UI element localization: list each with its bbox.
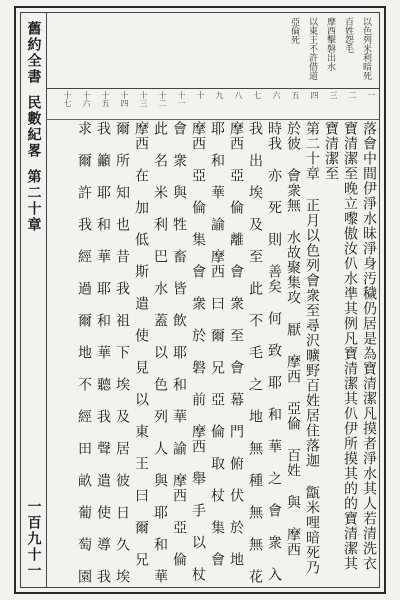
text-column: 此 名 米 利 巴 水 蓋 以 色 列 人 與 耶 和 華 (152, 121, 168, 584)
text-column: 求 爾 許 我 經 過 爾 地 不 經 田 畝 葡 萄 園 (76, 121, 92, 584)
text-column: 摩西 亞 倫 離 會 衆 至 會 幕 門 俯 伏 於 地 (228, 121, 244, 567)
text-column: 寶清潔至 (323, 121, 339, 181)
book-name: 民數紀畧 (25, 95, 42, 159)
verse-number: 十三 (139, 91, 148, 107)
verse-number: 六 (272, 91, 281, 99)
verse-number: 八 (234, 91, 243, 99)
text-column: 於彼 會衆無 水故聚集攻 厭 摩西 亞倫 百姓 與 摩西 (285, 121, 301, 557)
text-column: 落會中間伊淨水昧淨身汚穢仍居是為寶清潔凡摸者淨水其人若清洗衣 (361, 121, 377, 571)
page-inner (20, 12, 380, 588)
text-column: 寶清潔至晚立嚟傲汝仈水凖其例凡寶清潔其仈伊所摸其的的寶清潔其 (342, 121, 358, 571)
page-number: 一百九十一 (25, 499, 42, 579)
verse-number: 十七 (63, 91, 72, 107)
text-column: 我 出 埃 及 至 此 不 毛 之 地 無 種 無 無 花 (247, 121, 263, 584)
header-note: 以東王不許借道 (307, 17, 317, 80)
header-note: 摩西擊磐出水 (325, 17, 335, 71)
verse-number: 十四 (120, 91, 129, 107)
verse-number: 十五 (101, 91, 110, 107)
text-column: 我 籲 耶 和 華 耶 和 華 聽 我 聲 遣 使 導 我 (95, 121, 111, 584)
text-column: 耶 和 華 諭 摩西 曰 爾 兄 亞 倫 取 杖 集 會 (209, 121, 225, 567)
text-column: 摩西 亞 倫 集 會 衆 於 磐 前 摩西 舉 手 以 杖 (190, 121, 206, 582)
text-column: 會 衆 與 牲 畜 皆 飲 耶 和 華 諭 摩西 亞 倫 (171, 121, 187, 567)
verse-number: 十二 (158, 91, 167, 107)
header-note: 百姓怨毛 (343, 17, 353, 53)
verse-number-row (47, 89, 379, 120)
verse-number: 三 (329, 91, 338, 99)
verse-number: 一 (367, 91, 376, 99)
verse-number: 四 (310, 91, 319, 99)
text-column: 時我 亦 死 則 善矣 何 致 耶 和 華 之 會 衆 入 (266, 121, 282, 582)
page-margin-strip (21, 13, 47, 587)
header-notes (47, 13, 379, 89)
text-column: 爾 所 知 也 昔 我 祖 下 埃 及 居 彼 日 久 埃 (114, 121, 130, 584)
text-column: 第二十章 正月以色列會衆至尋沢曠野百姓居住落迦 㽆米哩暗死乃 (304, 121, 320, 575)
chapter-label: 第二十章 (25, 169, 42, 233)
verse-number: 二 (348, 91, 357, 99)
verse-number: 九 (215, 91, 224, 99)
verse-number: 十一 (177, 91, 186, 107)
header-note: 以色列米利暗死 (361, 17, 371, 80)
verse-number: 五 (291, 91, 300, 99)
header-note: 亞倫死 (289, 17, 299, 44)
text-body (47, 119, 379, 587)
verse-number: 七 (253, 91, 262, 99)
text-column: 摩西 在 加 低 斯 遣 使 見 以 東 王 曰 爾 兄 (133, 121, 149, 567)
verse-number: 十六 (82, 91, 91, 107)
page-frame (14, 6, 386, 594)
verse-number: 十 (196, 91, 205, 99)
book-title: 舊約全書 (25, 21, 42, 85)
